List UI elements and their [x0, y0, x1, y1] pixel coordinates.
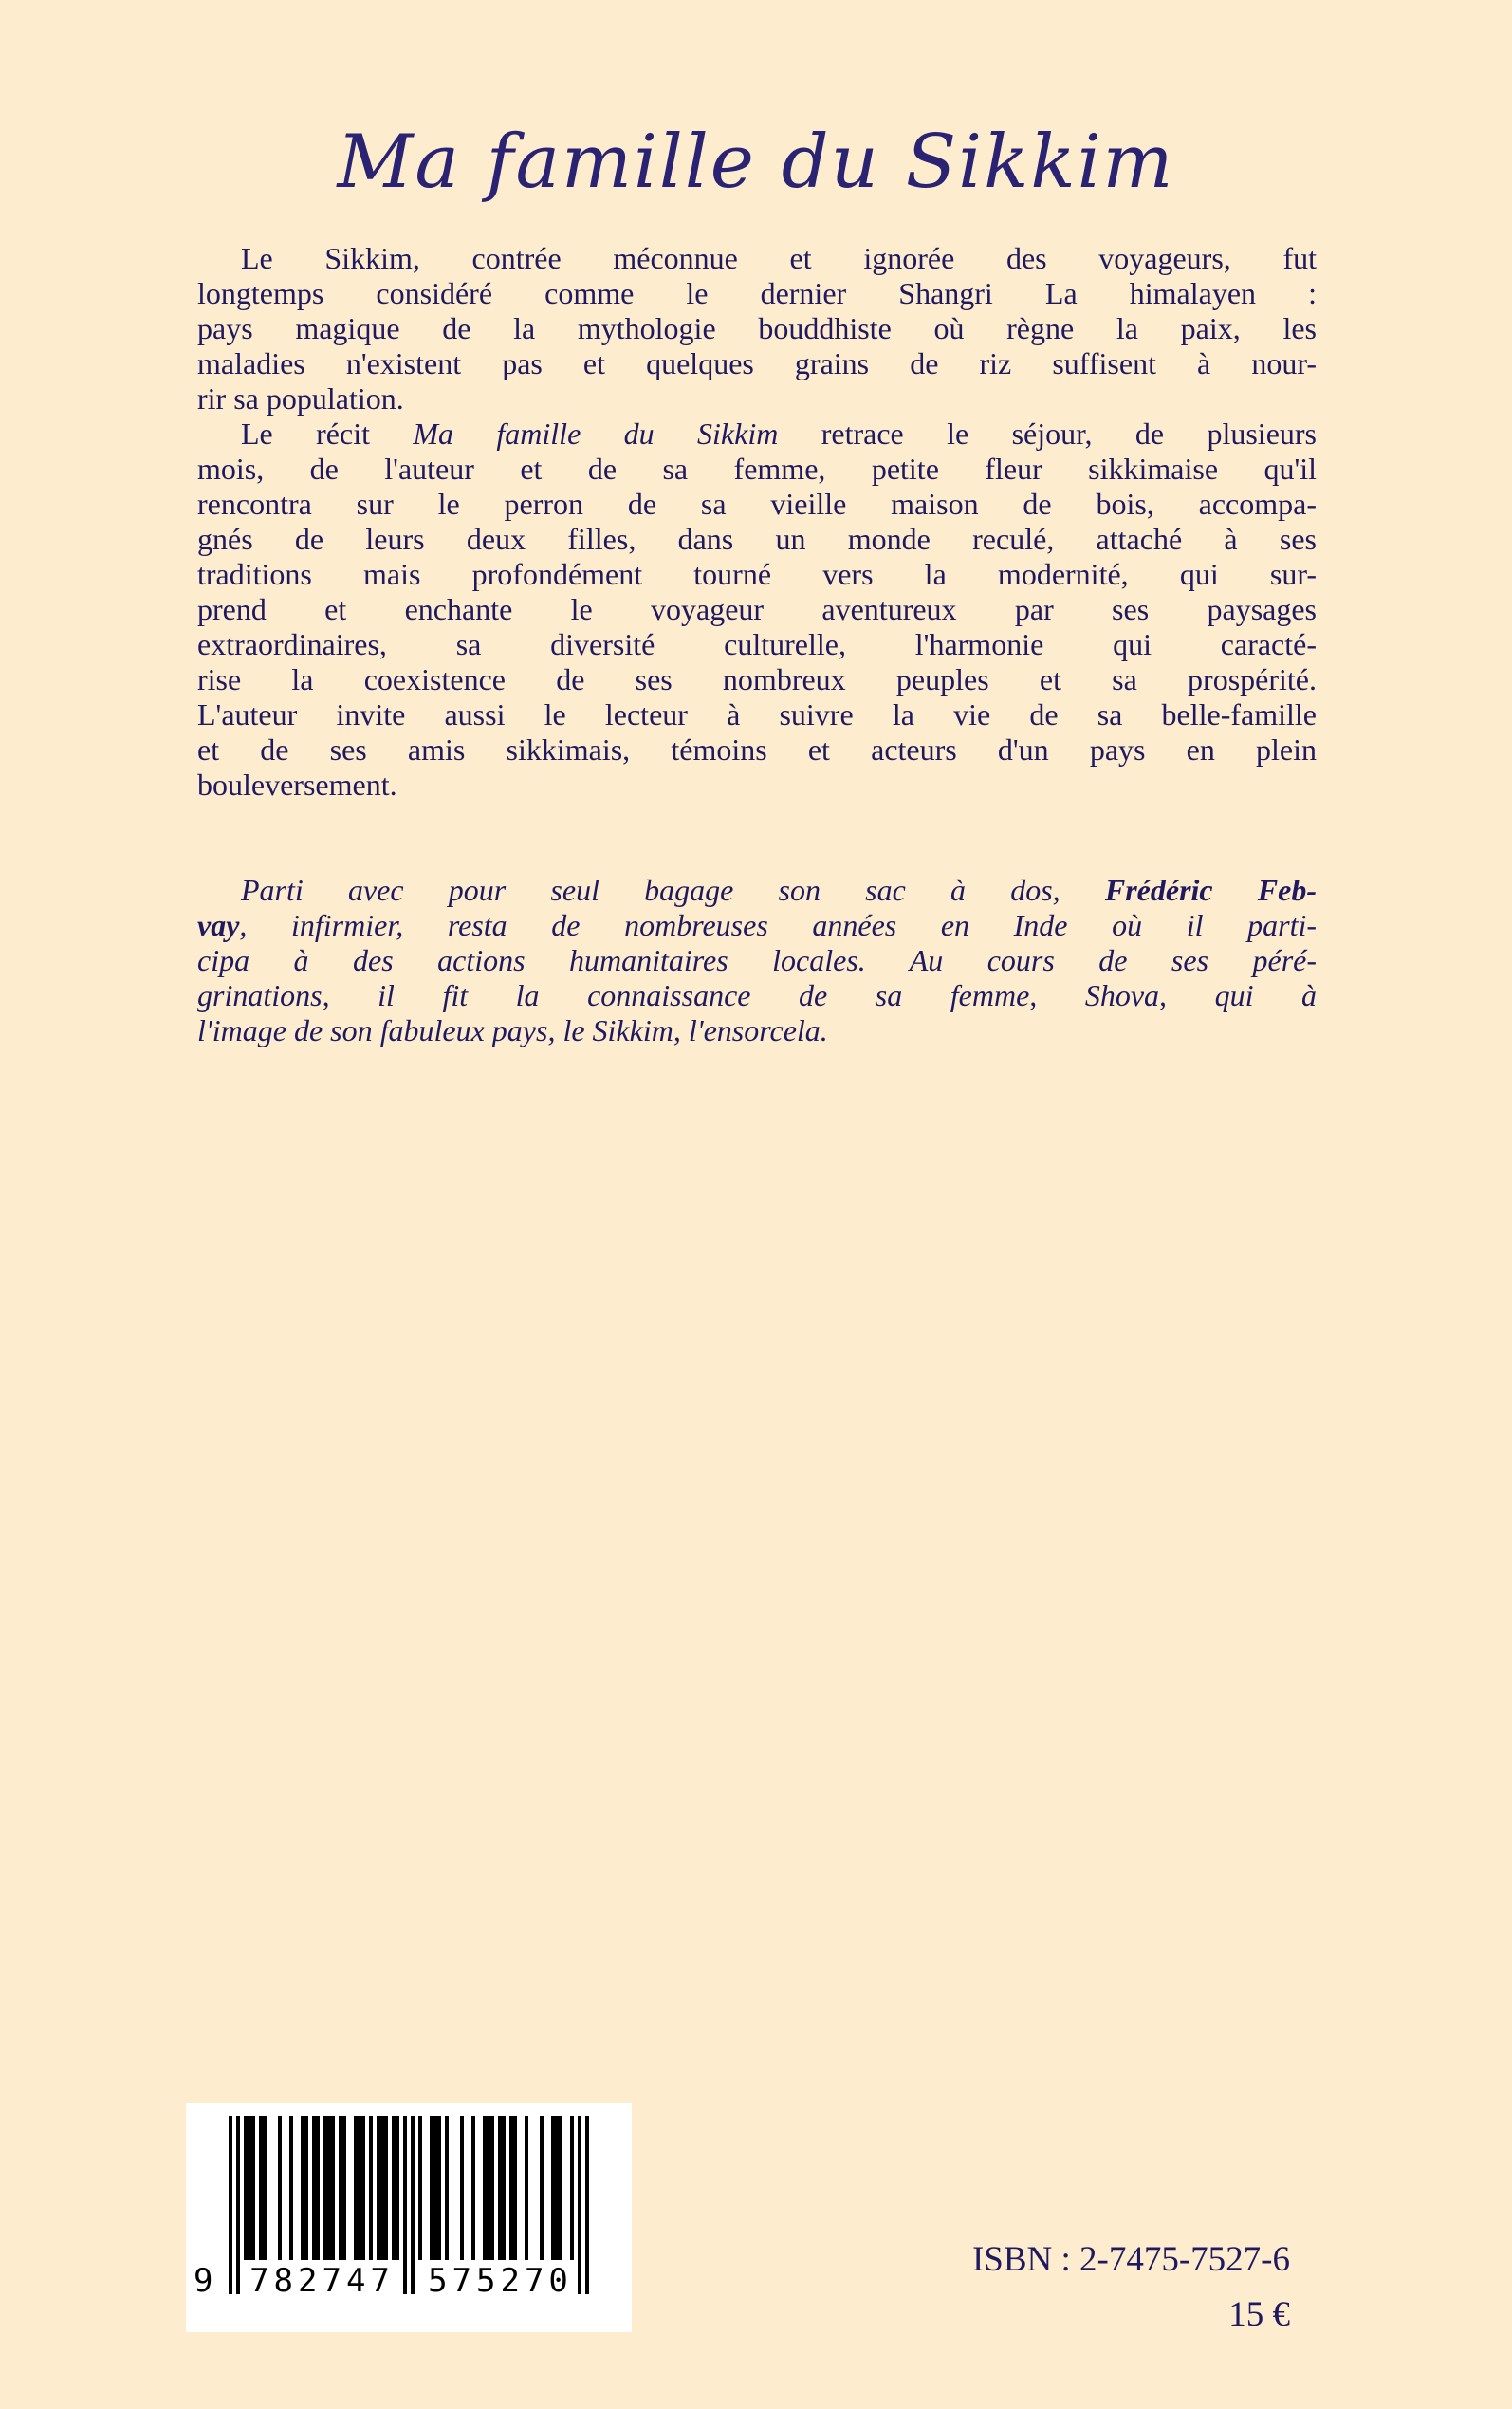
barcode — [186, 2103, 632, 2332]
text-segment: Le Sikkim, contrée méconnue et ignorée des voyageurs, fut — [241, 241, 1317, 275]
text-segment: cipa à des actions humanitaires locales. Au cours de ses péré- — [197, 943, 1317, 977]
text-segment: Parti avec pour seul bagage son sac à dos, — [241, 873, 1105, 907]
text-segment: maladies n'existent pas et quelques grains de riz suffisent à nour- — [197, 346, 1317, 380]
text-line — [197, 487, 1317, 522]
paragraph — [197, 241, 1317, 417]
text-line — [197, 311, 1317, 346]
text-segment: mois, de l'auteur et de sa femme, petite fleur sikkimaise qu'il — [197, 452, 1317, 486]
text-line — [197, 768, 1317, 803]
text-segment: traditions mais profondément tourné vers la modernité, qui sur- — [197, 557, 1317, 591]
text-segment: prend et enchante le voyageur aventureux par ses paysages — [197, 592, 1317, 626]
text-line — [197, 241, 1317, 276]
text-segment: pays magique de la mythologie bouddhiste où règne la paix, les — [197, 311, 1317, 345]
text-segment: , infirmier, resta de nombreuses années en Inde où il parti- — [239, 908, 1317, 942]
body-text — [197, 241, 1317, 1048]
text-line — [197, 522, 1317, 557]
book-title: Ma famille du Sikkim — [337, 120, 1175, 205]
text-segment: Ma famille du Sikkim — [413, 417, 779, 451]
text-line — [197, 381, 1317, 417]
text-segment: extraordinaires, sa diversité culturelle, l'harmonie qui caracté- — [197, 627, 1317, 661]
text-segment: bouleversement. — [197, 768, 397, 802]
text-segment: Le récit — [241, 417, 414, 451]
text-line — [197, 417, 1317, 452]
text-line — [197, 978, 1317, 1013]
text-segment: L'auteur invite aussi le lecteur à suivre la vie de sa belle-famille — [197, 697, 1317, 732]
text-segment: grinations, il fit la connaissance de sa femme, Shova, qui à — [197, 978, 1317, 1012]
text-segment: Frédéric Feb- — [1104, 873, 1318, 907]
text-segment: l'image de son fabuleux pays, le Sikkim, l'ensorcela. — [197, 1013, 828, 1047]
text-segment: rise la coexistence de ses nombreux peuples et sa prospérité. — [197, 662, 1317, 696]
text-segment: longtemps considéré comme le dernier Shangri La himalayen : — [197, 276, 1317, 310]
text-line — [197, 346, 1317, 381]
paragraph — [197, 417, 1317, 803]
text-segment: et de ses amis sikkimais, témoins et acteurs d'un pays en plein — [197, 732, 1317, 767]
text-line — [197, 557, 1317, 592]
paragraph — [197, 873, 1317, 1048]
text-segment: vay — [197, 908, 240, 942]
text-segment: rencontra sur le perron de sa vieille maison de bois, accompa- — [197, 487, 1317, 521]
barcode-digits-left: 782747 — [249, 2262, 395, 2300]
text-line — [197, 1013, 1317, 1048]
text-segment: gnés de leurs deux filles, dans un monde reculé, attaché à ses — [197, 522, 1317, 556]
text-line — [197, 873, 1317, 908]
text-line — [197, 592, 1317, 627]
barcode-digit-first: 9 — [194, 2262, 213, 2300]
barcode-digits-right: 575270 — [428, 2262, 573, 2300]
text-line — [197, 908, 1317, 943]
barcode-module — [585, 2116, 589, 2294]
isbn-text: ISBN : 2-7475-7527-6 — [971, 2240, 1290, 2279]
text-segment: rir sa population. — [197, 381, 404, 416]
text-line — [197, 697, 1317, 732]
text-line — [197, 732, 1317, 768]
text-line — [197, 662, 1317, 697]
price-text: 15 € — [1228, 2295, 1290, 2334]
text-line — [197, 627, 1317, 662]
text-line — [197, 276, 1317, 311]
text-line — [197, 943, 1317, 978]
text-line — [197, 452, 1317, 487]
text-segment: retrace le séjour, de plusieurs — [778, 417, 1318, 451]
